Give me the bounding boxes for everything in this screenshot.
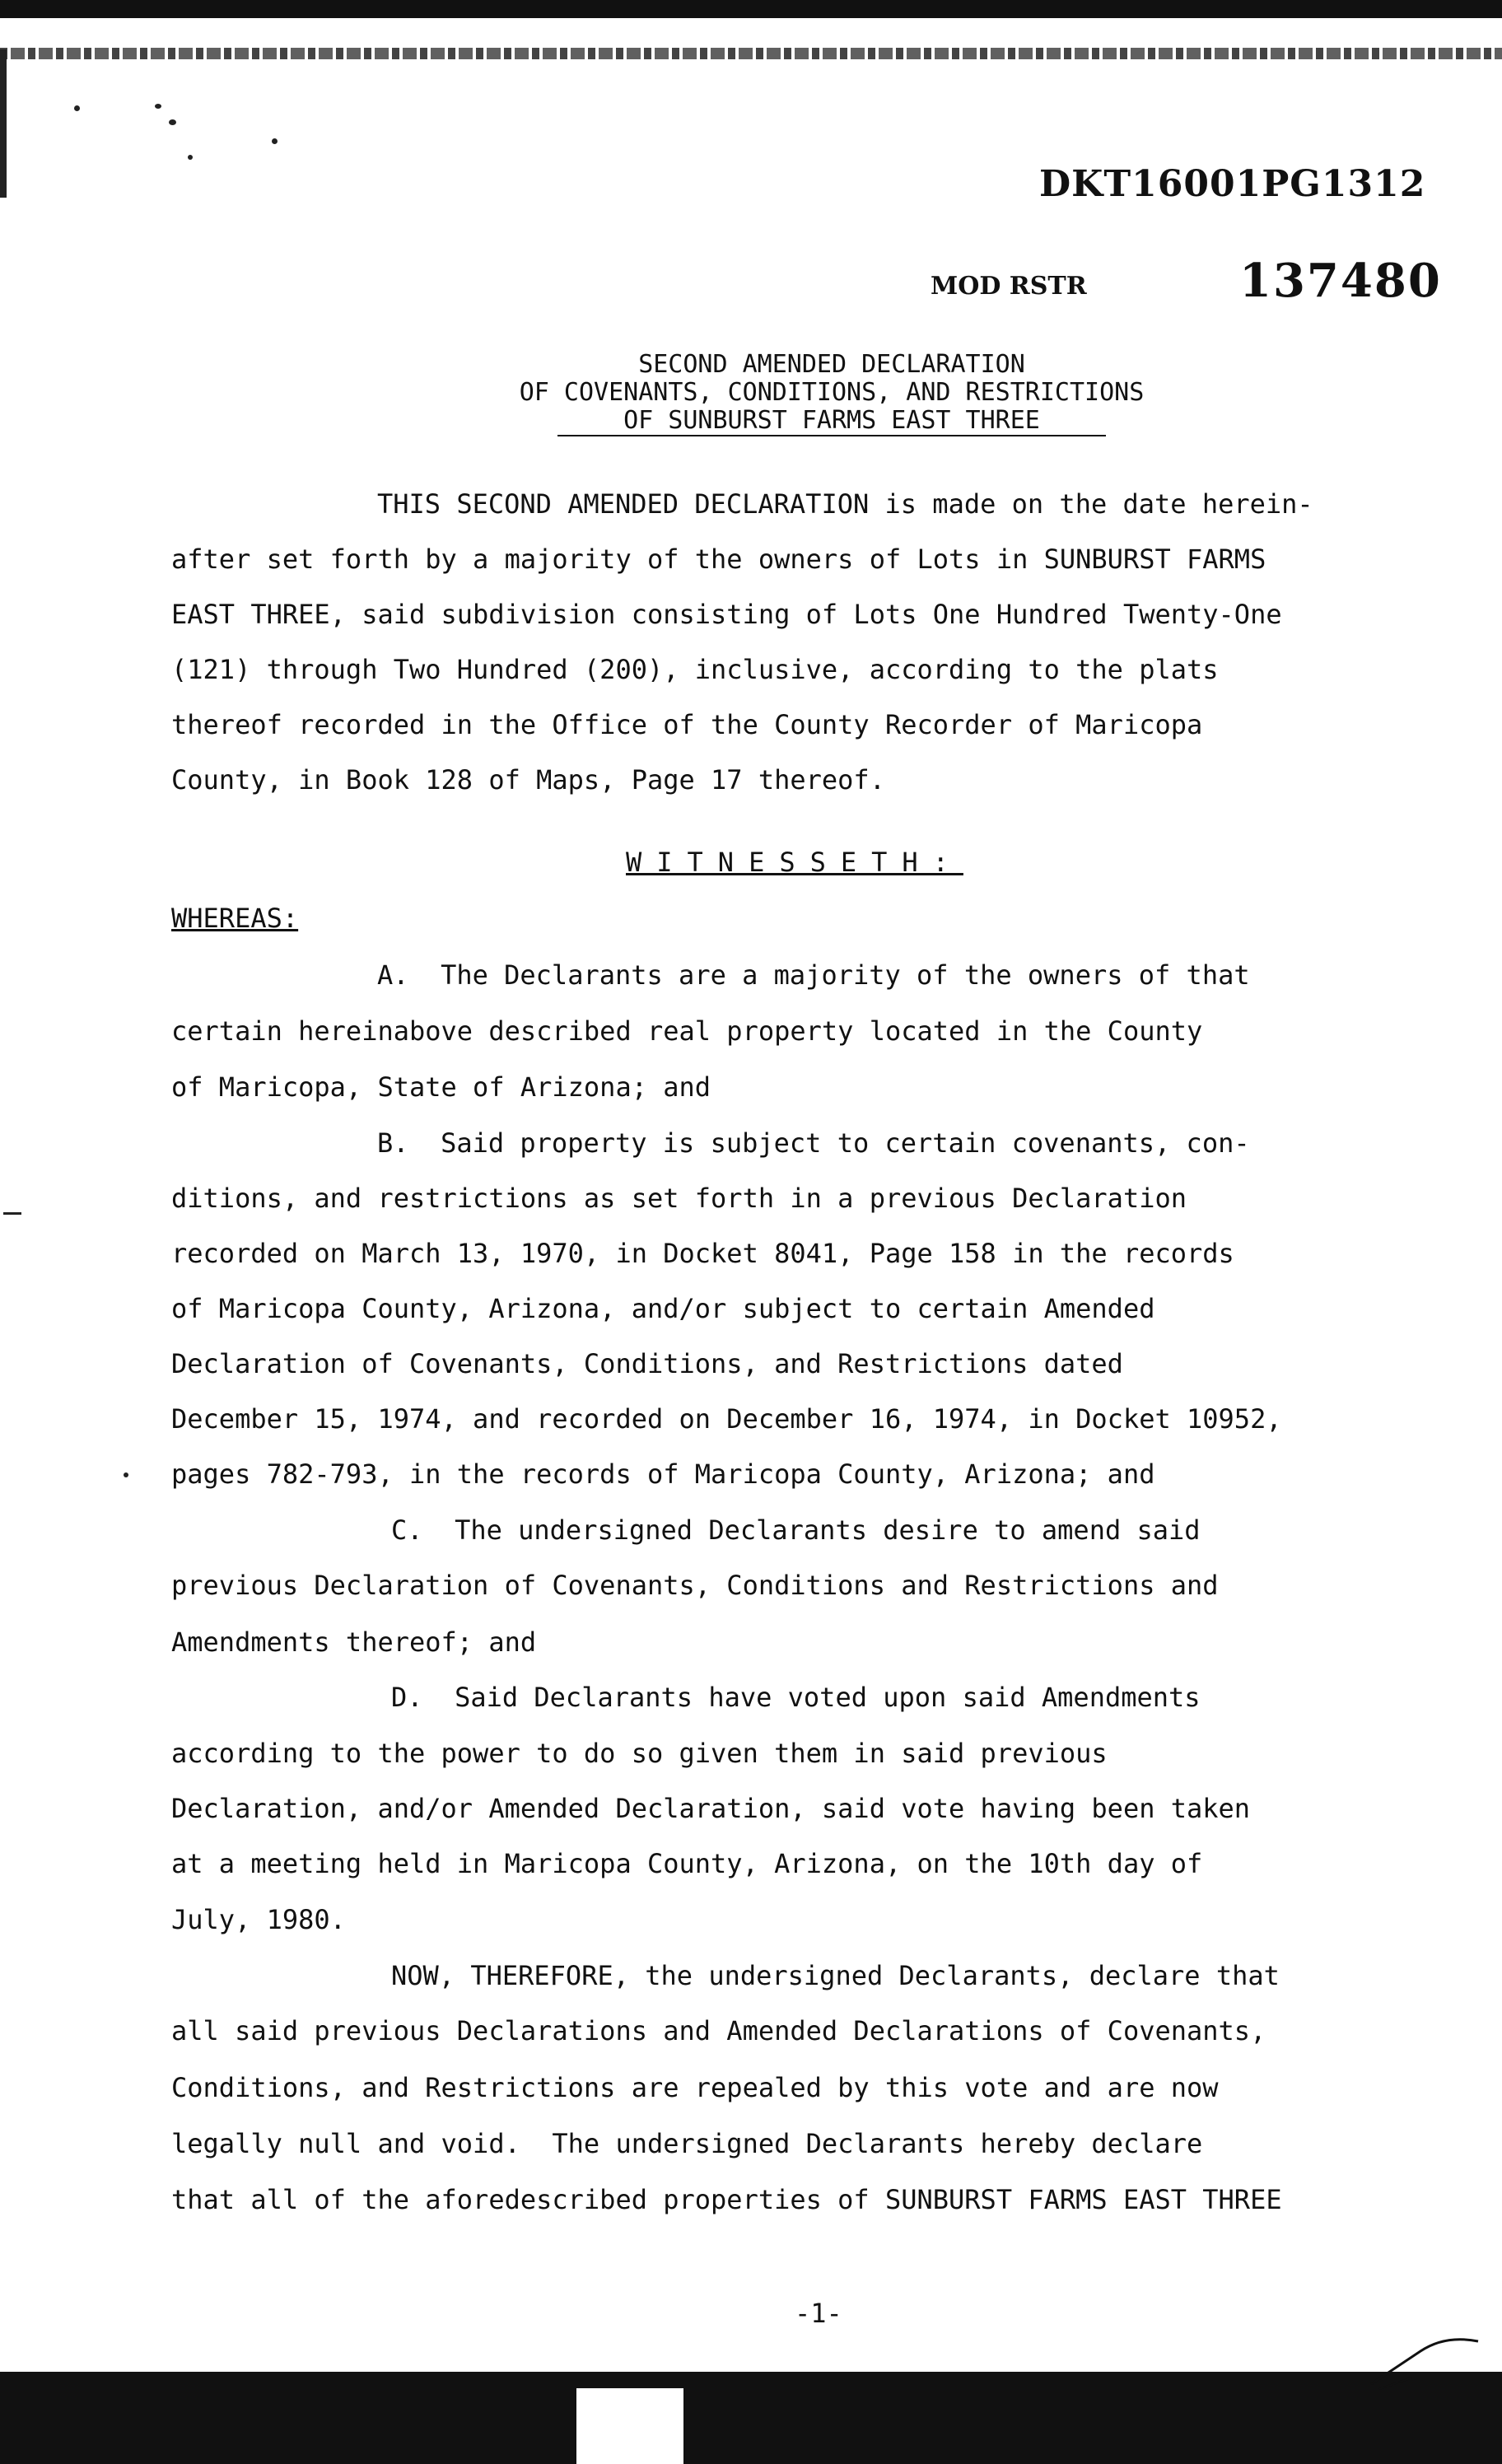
paragraph-b-line: Declaration of Covenants, Conditions, and Restrictions dated <box>171 1348 1123 1379</box>
intro-line: THIS SECOND AMENDED DECLARATION is made on the date herein- <box>377 488 1313 520</box>
paragraph-a-line: certain hereinabove described real property located in the County <box>171 1015 1203 1047</box>
pen-mark <box>1363 2335 1486 2392</box>
intro-line: (121) through Two Hundred (200), inclusive, according to the plats <box>171 654 1219 685</box>
paragraph-b-line: recorded on March 13, 1970, in Docket 8041, Page 158 in the records <box>171 1238 1234 1269</box>
paragraph-b-line: pages 782-793, in the records of Maricopa County, Arizona; and <box>171 1458 1155 1490</box>
paragraph-d-line: according to the power to do so given them in said previous <box>171 1738 1108 1769</box>
docket-reference: DKT16001PG1312 <box>1039 163 1426 205</box>
witnesseth-heading: WITNESSETH: <box>626 847 963 878</box>
therefore-line: NOW, THEREFORE, the undersigned Declarants, declare that <box>391 1960 1280 1991</box>
therefore-line: all said previous Declarations and Amended Declarations of Covenants, <box>171 2015 1266 2046</box>
scan-speck <box>155 104 161 109</box>
page-number: -1- <box>795 2298 842 2329</box>
title-line-1: SECOND AMENDED DECLARATION <box>638 350 1025 379</box>
intro-line: County, in Book 128 of Maps, Page 17 thereof. <box>171 764 885 796</box>
title-line-2: OF COVENANTS, CONDITIONS, AND RESTRICTIONS <box>519 378 1145 407</box>
scan-speck <box>272 138 278 144</box>
paragraph-c-line: C. The undersigned Declarants desire to amend said <box>391 1514 1201 1546</box>
scan-border-left <box>0 49 7 198</box>
paragraph-d-line: D. Said Declarants have voted upon said Amendments <box>391 1682 1201 1713</box>
paragraph-c-line: previous Declaration of Covenants, Conditions and Restrictions and <box>171 1570 1219 1601</box>
scan-speck <box>124 1472 128 1477</box>
therefore-line: Conditions, and Restrictions are repealed by this vote and are now <box>171 2072 1219 2103</box>
paragraph-a-line: A. The Declarants are a majority of the owners of that <box>377 959 1250 991</box>
scan-noise-top <box>0 48 1502 59</box>
therefore-line: legally null and void. The undersigned Declarants hereby declare <box>171 2128 1203 2159</box>
paragraph-b-line: December 15, 1974, and recorded on December 16, 1974, in Docket 10952, <box>171 1403 1282 1435</box>
title-line-3 <box>0 407 1502 435</box>
scan-speck <box>188 155 193 160</box>
paragraph-b-line: ditions, and restrictions as set forth in a previous Declaration <box>171 1183 1187 1214</box>
scan-border-bottom <box>0 2364 1502 2464</box>
therefore-line: that all of the aforedescribed properties of SUNBURST FARMS EAST THREE <box>171 2184 1282 2215</box>
paragraph-d-line: Declaration, and/or Amended Declaration, said vote having been taken <box>171 1793 1251 1824</box>
intro-line: after set forth by a majority of the owners of Lots in SUNBURST FARMS <box>171 544 1266 575</box>
paragraph-b-line: B. Said property is subject to certain covenants, con- <box>377 1127 1250 1159</box>
intro-line: EAST THREE, said subdivision consisting of Lots One Hundred Twenty-One <box>171 599 1282 630</box>
scan-speck <box>74 105 80 111</box>
paragraph-a-line: of Maricopa, State of Arizona; and <box>171 1071 711 1103</box>
paragraph-c-line: Amendments thereof; and <box>171 1626 537 1658</box>
intro-line: thereof recorded in the Office of the County Recorder of Maricopa <box>171 709 1203 740</box>
recorder-stamp-number: 137480 <box>1239 254 1442 308</box>
paragraph-b-line: of Maricopa County, Arizona, and/or subject to certain Amended <box>171 1293 1155 1324</box>
scan-speck <box>169 119 176 125</box>
paragraph-d-line: July, 1980. <box>171 1904 346 1935</box>
recorder-stamp-label: MOD RSTR <box>931 272 1087 301</box>
whereas-heading: WHEREAS: <box>171 903 299 934</box>
scan-speck <box>3 1212 21 1215</box>
paragraph-d-line: at a meeting held in Maricopa County, Arizona, on the 10th day of <box>171 1848 1203 1879</box>
title-line-3-text: OF SUNBURST FARMS EAST THREE <box>557 406 1106 436</box>
